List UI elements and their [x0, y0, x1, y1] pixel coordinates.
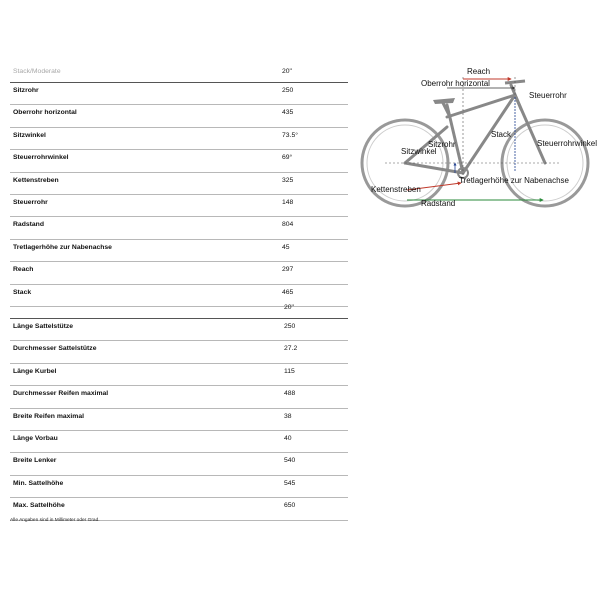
- table-row: [10, 319, 348, 341]
- table-row: [10, 476, 348, 498]
- row-value: 804: [282, 221, 294, 229]
- geometry-header-size: 20": [282, 68, 292, 75]
- table-row: [10, 128, 348, 150]
- row-value: 297: [282, 266, 294, 274]
- row-value: 650: [284, 502, 296, 510]
- label-sitzrohr: Sitzrohr: [428, 140, 456, 149]
- bike-frame: [405, 85, 545, 173]
- row-label: Länge Sattelstütze: [13, 323, 74, 330]
- row-label: Steuerrohr: [13, 198, 48, 206]
- row-label: Tretlagerhöhe zur Nabenachse: [13, 243, 112, 251]
- row-value: 545: [284, 479, 296, 487]
- row-value: 38: [284, 412, 292, 420]
- row-label: Breite Lenker: [13, 457, 57, 465]
- row-value: 250: [284, 323, 296, 330]
- label-stack: Stack: [491, 130, 512, 139]
- row-label: Steuerrohrwinkel: [13, 154, 69, 162]
- row-label: Radstand: [13, 221, 44, 229]
- geometry-table-header: [10, 64, 348, 83]
- table-row: [10, 386, 348, 408]
- row-value: 465: [282, 288, 294, 296]
- row-label: Breite Reifen maximal: [13, 412, 85, 420]
- row-value: 69°: [282, 154, 293, 162]
- row-value: 40: [284, 434, 292, 442]
- table-row: [10, 150, 348, 172]
- row-label: Sitzwinkel: [13, 131, 46, 139]
- row-label: Oberrohr horizontal: [13, 109, 77, 117]
- row-label: Durchmesser Sattelstütze: [13, 345, 97, 353]
- label-oberrohr: Oberrohr horizontal: [421, 79, 490, 88]
- label-tretlager: Tretlagerhöhe zur Nabenachse: [459, 176, 569, 185]
- geometry-table: [10, 64, 348, 307]
- row-value: 325: [282, 176, 294, 184]
- row-label: Sitzrohr: [13, 87, 39, 94]
- geometry-header-label: Stack/Moderate: [13, 68, 61, 75]
- row-label: Stack: [13, 288, 32, 296]
- label-steuerrohr: Steuerrohr: [529, 91, 567, 100]
- footnote: Alle Angaben sind in Millimeter oder Grad.: [10, 518, 100, 523]
- table-row: [10, 453, 348, 475]
- row-value: 115: [284, 367, 295, 375]
- bike-geometry-diagram: [355, 55, 598, 230]
- table-row: [10, 217, 348, 239]
- table-row: [10, 431, 348, 453]
- row-label: Reach: [13, 266, 34, 274]
- row-label: Länge Kurbel: [13, 367, 57, 375]
- row-value: 45: [282, 243, 290, 251]
- row-label: Länge Vorbau: [13, 434, 58, 442]
- label-radstand: Radstand: [421, 199, 456, 208]
- table-row: [10, 240, 348, 262]
- row-label: Max. Sattelhöhe: [13, 502, 65, 510]
- components-header-size: 20": [284, 304, 294, 311]
- table-row: [10, 173, 348, 195]
- bike-saddle: [433, 98, 455, 104]
- row-label: Min. Sattelhöhe: [13, 479, 64, 487]
- row-value: 73.5°: [282, 131, 298, 139]
- label-reach: Reach: [467, 67, 491, 76]
- label-kettenstreben: Kettenstreben: [371, 185, 421, 194]
- row-value: 148: [282, 198, 294, 206]
- table-row: [10, 364, 348, 386]
- row-value: 435: [282, 109, 294, 117]
- row-value: 27.2: [284, 345, 298, 353]
- components-table: [10, 300, 348, 521]
- row-label: Kettenstreben: [13, 176, 59, 184]
- row-value: 540: [284, 457, 296, 465]
- table-row: [10, 195, 348, 217]
- components-table-header: [10, 300, 348, 319]
- table-row: [10, 83, 348, 105]
- row-value: 250: [282, 87, 294, 94]
- table-row: [10, 105, 348, 127]
- label-sitzwinkel: Sitzwinkel: [401, 147, 437, 156]
- label-steuerrohrwinkel: Steuerrohrwinkel: [537, 139, 598, 148]
- row-label: Durchmesser Reifen maximal: [13, 390, 109, 398]
- table-row: [10, 341, 348, 363]
- table-row: [10, 262, 348, 284]
- table-row: [10, 409, 348, 431]
- row-value: 488: [284, 390, 296, 398]
